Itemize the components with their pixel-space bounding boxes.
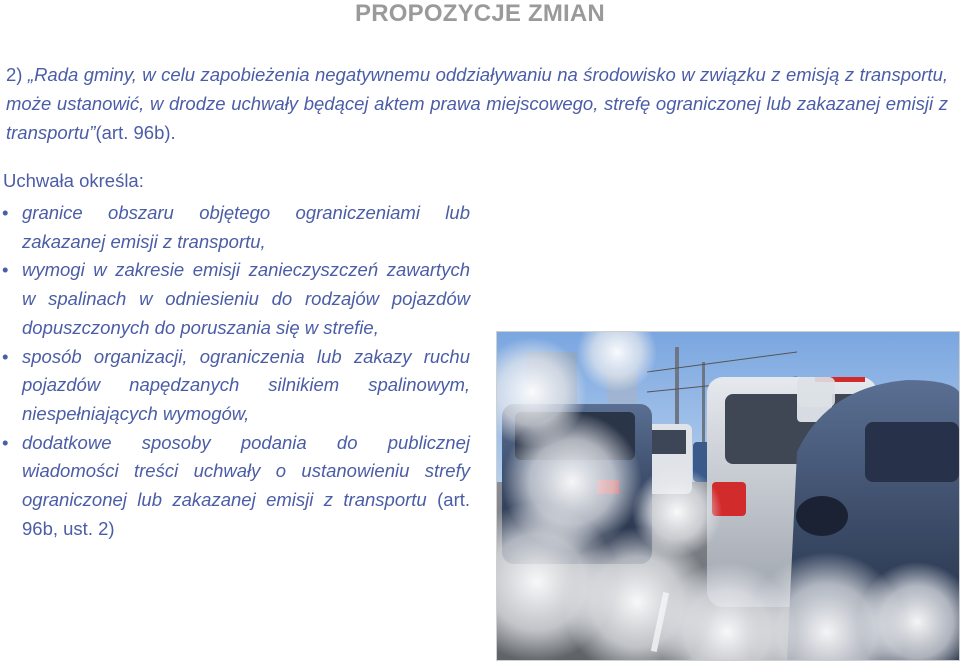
body-heading: Uchwała określa: bbox=[3, 170, 144, 191]
bullet-text: wymogi w zakresie emisji zanieczyszczeń zawartych w spalinach w odniesieniu do rodzajów pojazdów dopuszczonych do poruszania się w strefie, bbox=[22, 259, 470, 338]
list-item bbox=[0, 256, 470, 342]
list-item bbox=[0, 429, 470, 544]
bullet-text: granice obszaru objętego ograniczeniami lub zakazanej emisji z transportu, bbox=[22, 202, 470, 252]
intro-quote: „Rada gminy, w celu zapobieżenia negatywnemu oddziaływaniu na środowisko w związku z emisją z transportu, może ustanowić, w drodze uchwały będącej aktem prawa miejscowego, strefę ograniczonej lub zakazanej emisji z transportu” bbox=[6, 64, 948, 143]
bullet-icon: • bbox=[2, 431, 9, 453]
bullet-text: sposób organizacji, ograniczenia lub zakazy ruchu pojazdów napędzanych silnikiem spalinowym, niespełniających wymogów, bbox=[22, 345, 470, 424]
bullet-icon: • bbox=[2, 345, 9, 367]
intro-paragraph bbox=[6, 60, 948, 147]
page-title: PROPOZYCJE ZMIAN bbox=[355, 0, 605, 27]
bullet-icon: • bbox=[2, 259, 9, 281]
intro-reference: (art. 96b). bbox=[95, 122, 176, 143]
traffic-exhaust-photo bbox=[496, 331, 960, 661]
bullet-icon: • bbox=[2, 202, 9, 223]
list-item bbox=[0, 199, 470, 256]
list-item bbox=[0, 343, 470, 429]
bullet-text: dodatkowe sposoby podania do publicznej wiadomości treści uchwały o ustanowieniu strefy ograniczonej lub zakazanej emisji z transportu bbox=[22, 431, 470, 511]
bullet-list bbox=[0, 199, 470, 543]
bullet-reference: (art. 96b, ust. 2) bbox=[22, 489, 471, 539]
intro-prefix: 2) bbox=[6, 64, 28, 85]
traffic-exhaust-illustration bbox=[497, 332, 959, 660]
